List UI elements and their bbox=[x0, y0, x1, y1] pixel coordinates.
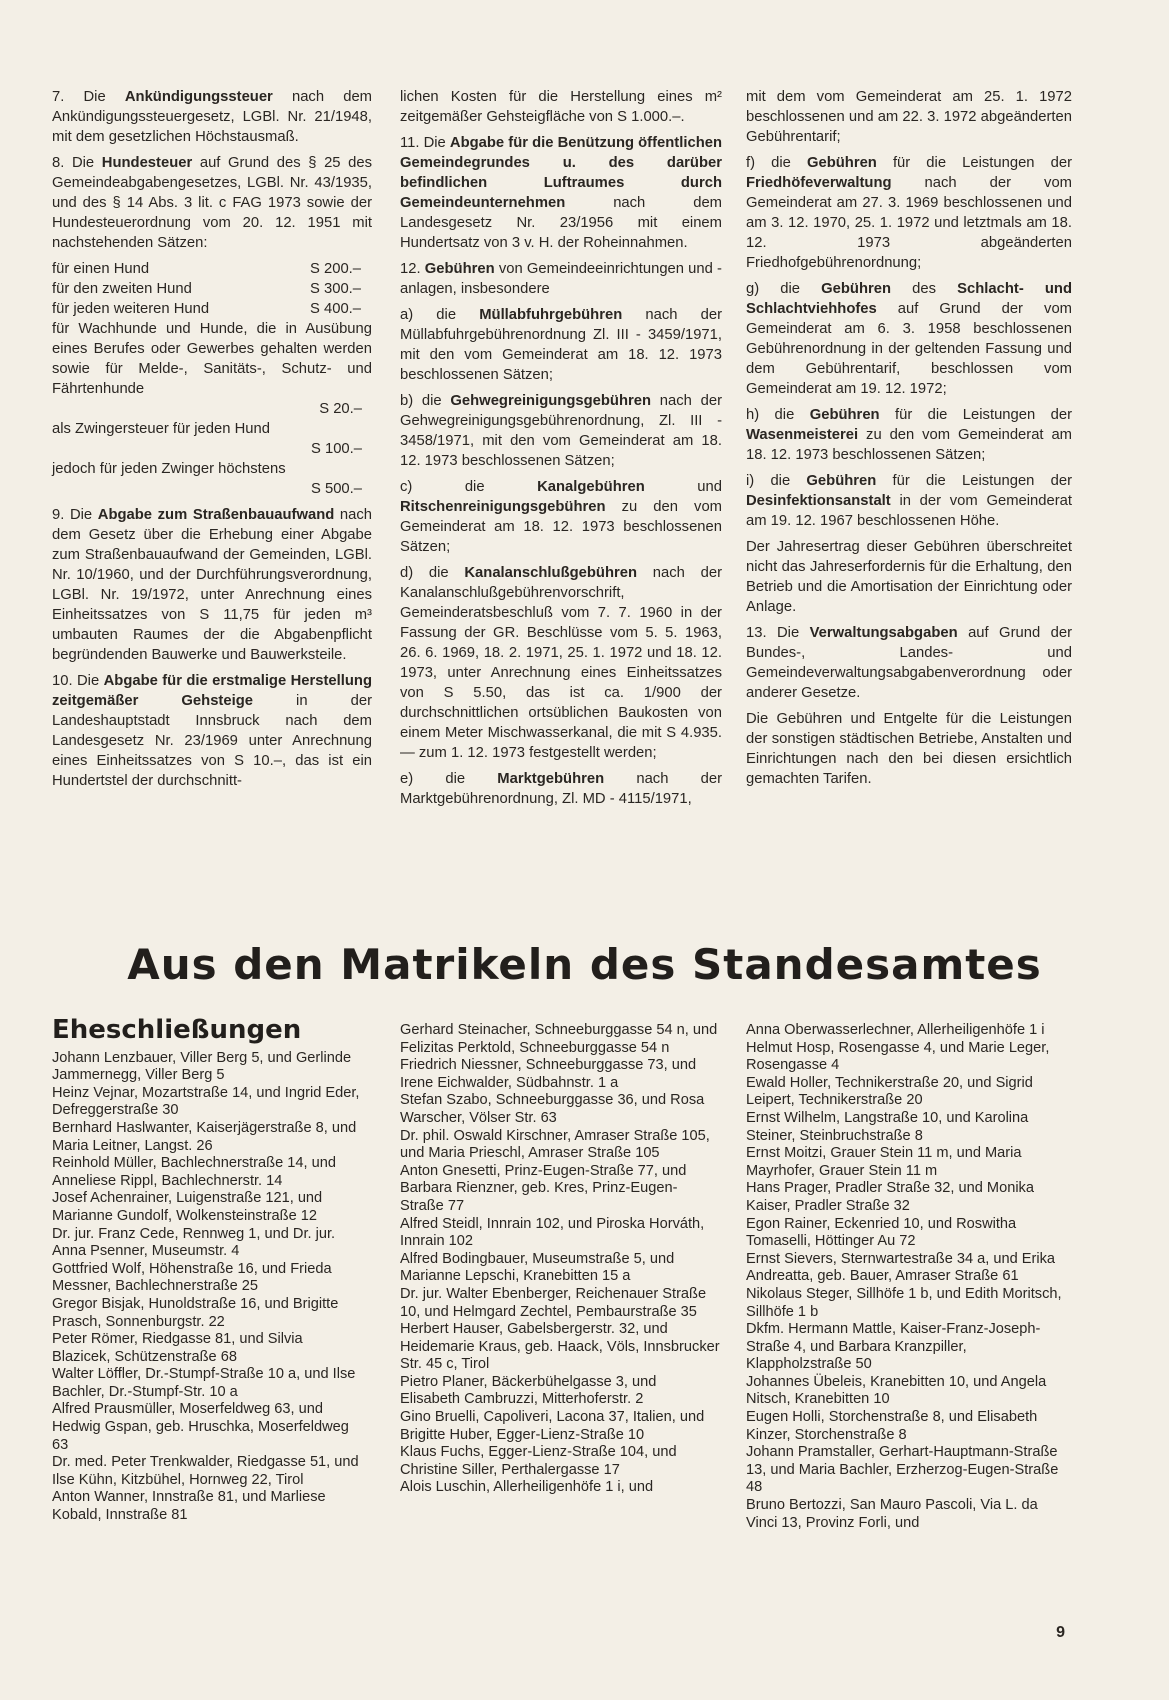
dog-extra-rate-text: jedoch für jeden Zwinger höchstens bbox=[52, 461, 286, 477]
marriage-entry: Alfred Steidl, Innrain 102, und Piroska Horváth, Innrain 102 bbox=[400, 1215, 705, 1250]
dog-rate-label: für einen Hund bbox=[52, 261, 150, 277]
marriage-entry: Dr. phil. Oswald Kirschner, Amraser Straße 105, und Maria Prieschl, Amraser Straße 105 bbox=[400, 1127, 710, 1162]
tax-paragraph: 8. Die Hundesteuer auf Grund des § 25 des Gemeindeabgabengesetzes, LGBl. Nr. 43/1935, und des § 14 Abs. 3 lit. c FAG 1973 sowie der Hundesteuerordnung vom 20. 12. 1951 mit nachstehenden Sätzen: bbox=[52, 155, 373, 251]
dog-rate-label: für den zweiten Hund bbox=[52, 281, 192, 297]
marriage-entry: Johann Pramstaller, Gerhart-Hauptmann-Straße 13, und Maria Bachler, Erzherzog-Eugen-Straße 48 bbox=[746, 1444, 1059, 1496]
dog-tax-extra-rates bbox=[52, 319, 372, 499]
marriage-entry: Stefan Szabo, Schneeburggasse 36, und Rosa Warscher, Völser Str. 63 bbox=[400, 1092, 705, 1126]
tax-paragraph: d) die Kanalanschlußgebühren nach der Kanalanschlußgebührenvorschrift, Gemeinderatsbeschluß vom 7. 7. 1960 in der Fassung der GR. Beschlüsse vom 5. 5. 1963, 26. 6. 1969, 18. 2. 1971, 25. 1. 1972 und 18. 12. 1973, unter Anrechnung eines Einheitssatzes von S 5.50, das ist ca. 1/900 der durchschnittlichen ortsüblichen Baukosten von einem Meter Mischwasserkanal, die mit S 4.935.— zum 1. 12. 1973 festgestellt werden; bbox=[400, 565, 722, 761]
marriage-entry: Josef Achenrainer, Luigenstraße 121, und Marianne Gundolf, Wolkensteinstraße 12 bbox=[52, 1190, 323, 1224]
marriage-entry: Ewald Holler, Technikerstraße 20, und Sigrid Leipert, Technikerstraße 20 bbox=[746, 1074, 1033, 1109]
marriage-entry: Anna Oberwasserlechner, Allerheiligenhöfe 1 i bbox=[746, 1022, 1045, 1038]
marriage-entry: Ernst Wilhelm, Langstraße 10, und Karolina Steiner, Steinbruchstraße 8 bbox=[746, 1109, 1029, 1144]
dog-rate-amount: S 200.– bbox=[310, 261, 362, 277]
dog-rate-amount: S 400.– bbox=[310, 301, 362, 317]
tax-paragraph: 7. Die Ankündigungssteuer nach dem Ankündigungssteuergesetz, LGBl. Nr. 21/1948, mit dem gesetzlichen Höchstausmaß. bbox=[52, 89, 372, 145]
dog-rate-row bbox=[52, 259, 372, 279]
tax-paragraph: f) die Gebühren für die Leistungen der Friedhöfeverwaltung nach der vom Gemeinderat am 27. 3. 1969 beschlossenen und am 3. 12. 1970, 25. 1. 1972 und letztmals am 18. 12. 1973 abgeänderten Friedhofgebührenordnung; bbox=[746, 155, 1073, 271]
marriage-entry: Pietro Planer, Bäckerbühelgasse 3, und Elisabeth Cambruzzi, Mitterhoferstr. 2 bbox=[400, 1373, 657, 1408]
dog-extra-rate-text: als Zwingersteuer für jeden Hund bbox=[52, 421, 270, 437]
dog-extra-rate bbox=[52, 459, 372, 499]
tax-paragraph: h) die Gebühren für die Leistungen der Wasenmeisterei zu den vom Gemeinderat am 18. 12. 1973 beschlossenen Sätzen; bbox=[746, 407, 1072, 463]
tax-paragraph: mit dem vom Gemeinderat am 25. 1. 1972 beschlossenen und am 22. 3. 1972 abgeänderten Gebührentarif; bbox=[746, 89, 1072, 145]
dog-rate-row bbox=[52, 299, 372, 319]
marriage-entry: Ernst Moitzi, Grauer Stein 11 m, und Maria Mayrhofer, Grauer Stein 11 m bbox=[746, 1145, 1022, 1179]
marriage-entry: Johann Lenzbauer, Viller Berg 5, und Gerlinde Jammernegg, Viller Berg 5 bbox=[52, 1049, 352, 1084]
marriage-entry: Ernst Sievers, Sternwartestraße 34 a, und Erika Andreatta, geb. Bauer, Amraser Straße 61 bbox=[746, 1250, 1056, 1285]
dog-extra-rate-amount: S 20.– bbox=[319, 401, 362, 417]
marriage-entry: Heinz Vejnar, Mozartstraße 14, und Ingrid Eder, Defreggerstraße 30 bbox=[52, 1084, 360, 1119]
marriage-entry: Bernhard Haslwanter, Kaiserjägerstraße 8, und Maria Leitner, Langst. 26 bbox=[52, 1119, 357, 1154]
headline: Aus den Matrikeln des Standesamtes bbox=[127, 940, 1042, 989]
marriage-entry: Eugen Holli, Storchenstraße 8, und Elisabeth Kinzer, Storchenstraße 8 bbox=[746, 1409, 1038, 1443]
marriage-entry: Friedrich Niessner, Schneeburggasse 73, und Irene Eichwalder, Südbahnstr. 1 a bbox=[400, 1057, 697, 1091]
marriage-entry: Gerhard Steinacher, Schneeburggasse 54 n, und Felizitas Perktold, Schneeburggasse 54 n bbox=[400, 1022, 718, 1056]
marriage-entry: Reinhold Müller, Bachlechnerstraße 14, und Anneliese Rippl, Bachlechnerstr. 14 bbox=[52, 1155, 336, 1189]
top-column-2 bbox=[400, 87, 722, 815]
dog-extra-rate-text: für Wachhunde und Hunde, die in Ausübung eines Berufes oder Gewerbes gehalten werden sowie für Melde-, Sanitäts-, Schutz- und Fährtenhunde bbox=[52, 321, 372, 397]
marriage-entry: Peter Römer, Riedgasse 81, und Silvia Blazicek, Schützenstraße 68 bbox=[52, 1331, 303, 1365]
marriage-entry: Gregor Bisjak, Hunoldstraße 16, und Brigitte Prasch, Sonnenburgstr. 22 bbox=[52, 1295, 339, 1330]
marriage-entry: Dr. jur. Franz Cede, Rennweg 1, und Dr. jur. Anna Psenner, Museumstr. 4 bbox=[52, 1225, 336, 1260]
tax-paragraph: Der Jahresertrag dieser Gebühren überschreitet nicht das Jahreserfordernis für die Erhaltung, den Betrieb und die Amortisation der Einrichtung oder Anlage. bbox=[746, 539, 1072, 615]
marriage-entry: Dr. med. Peter Trenkwalder, Riedgasse 51, und Ilse Kühn, Kitzbühel, Hornweg 22, Tirol bbox=[52, 1454, 359, 1488]
dog-tax-rates bbox=[52, 259, 372, 319]
marriage-entry: Gino Bruelli, Capoliveri, Lacona 37, Italien, und Brigitte Huber, Egger-Lienz-Straße 10 bbox=[400, 1409, 705, 1443]
dog-extra-rate bbox=[52, 319, 372, 419]
marriages-column-1 bbox=[52, 1015, 362, 1525]
dog-rate-amount: S 300.– bbox=[310, 281, 362, 297]
marriage-entry: Gottfried Wolf, Höhenstraße 16, und Frieda Messner, Bachlechnerstraße 25 bbox=[52, 1260, 332, 1295]
marriage-entry: Alfred Bodingbauer, Museumstraße 5, und Marianne Lepschi, Kranebitten 15 a bbox=[400, 1250, 675, 1285]
marriage-entry: Walter Löffler, Dr.-Stumpf-Straße 10 a, und Ilse Bachler, Dr.-Stumpf-Str. 10 a bbox=[52, 1366, 356, 1400]
tax-paragraph: 10. Die Abgabe für die erstmalige Herstellung zeitgemäßer Gehsteige in der Landeshauptstadt Innsbruck nach dem Landesgesetz Nr. 23/1969 unter Anrechnung eines Einheitssatzes von S 10.–, das ist ein Hundertstel der durchschnitt- bbox=[52, 673, 373, 789]
tax-paragraph: 13. Die Verwaltungsabgaben auf Grund der Bundes-, Landes- und Gemeindeverwaltungsabgabenverordnung oder anderer Gesetze. bbox=[746, 625, 1072, 701]
tax-paragraph: lichen Kosten für die Herstellung eines m² zeitgemäßer Gehsteigfläche von S 1.000.–. bbox=[400, 89, 722, 125]
tax-paragraph: e) die Marktgebühren nach der Marktgebührenordnung, Zl. MD - 4115/1971, bbox=[400, 771, 722, 807]
dog-extra-rate bbox=[52, 419, 372, 459]
marriage-entry: Herbert Hauser, Gabelsbergerstr. 32, und Heidemarie Kraus, geb. Haack, Völs, Innsbrucker Str. 45 c, Tirol bbox=[400, 1321, 720, 1373]
tax-paragraph: Die Gebühren und Entgelte für die Leistungen der sonstigen städtischen Betriebe, Anstalten und Einrichtungen nach den bei diesen ersichtlich gemachten Tarifen. bbox=[746, 711, 1072, 787]
dog-extra-rate-amount: S 500.– bbox=[310, 481, 362, 497]
marriage-entry: Hans Prager, Pradler Straße 32, und Monika Kaiser, Pradler Straße 32 bbox=[746, 1180, 1034, 1214]
tax-paragraph: i) die Gebühren für die Leistungen der Desinfektionsanstalt in der vom Gemeinderat am 19. 12. 1967 beschlossenen Höhe. bbox=[746, 473, 1073, 529]
marriages-column-2 bbox=[400, 1022, 720, 1497]
tax-paragraph: 9. Die Abgabe zum Straßenbauaufwand nach dem Gesetz über die Erhebung einer Abgabe zum Straßenbauaufwand der Gemeinden, LGBl. Nr. 10/1960, und der Durchführungsverordnung, LGBl. Nr. 19/1972, unter Anrechnung eines Einheitssatzes von S 11,75 für jeden m³ umbauten Raumes der die Abgabenpflicht begründenden Bauwerke und Bauwerksteile. bbox=[52, 507, 372, 663]
marriage-entry: Alfred Prausmüller, Moserfeldweg 63, und Hedwig Gspan, geb. Hruschka, Moserfeldweg 63 bbox=[52, 1401, 349, 1453]
tax-paragraph: 11. Die Abgabe für die Benützung öffentlichen Gemeindegrundes u. des darüber befindlichen Luftraumes durch Gemeindeunternehmen nach dem Landesgesetz Nr. 23/1956 mit einem Hundertsatz von 3 v. H. der Roheinnahmen. bbox=[400, 135, 722, 251]
top-column-3 bbox=[746, 87, 1072, 795]
subheading-marriages: Eheschließungen bbox=[52, 1015, 302, 1045]
marriage-entry: Dkfm. Hermann Mattle, Kaiser-Franz-Joseph-Straße 4, und Barbara Kranzpiller, Klappholzstraße 50 bbox=[746, 1321, 1041, 1373]
marriage-entry: Helmut Hosp, Rosengasse 4, und Marie Leger, Rosengasse 4 bbox=[746, 1039, 1050, 1074]
tax-paragraph: g) die Gebühren des Schlacht- und Schlachtviehhofes auf Grund der vom Gemeinderat am 6. 3. 1958 beschlossenen Gebührenordnung in der geltenden Fassung und dem Gebührentarif, beschlossen vom Gemeinderat am 19. 12. 1972; bbox=[746, 281, 1072, 397]
marriage-entry: Bruno Bertozzi, San Mauro Pascoli, Via L. da Vinci 13, Provinz Forli, und bbox=[746, 1497, 1038, 1531]
tax-paragraph: b) die Gehwegreinigungsgebühren nach der Gehwegreinigungsgebührenordnung, Zl. III - 3458/1971, mit den vom Gemeinderat am 18. 12. 1973 beschlossenen Sätzen; bbox=[400, 393, 722, 469]
dog-extra-rate-amount: S 100.– bbox=[310, 441, 362, 457]
dog-rate-row bbox=[52, 279, 372, 299]
tax-paragraph: c) die Kanalgebühren und Ritschenreinigungsgebühren zu den vom Gemeinderat am 18. 12. 1973 beschlossenen Sätzen; bbox=[400, 479, 722, 555]
top-column-1 bbox=[52, 87, 372, 797]
marriage-entry: Johannes Übeleis, Kranebitten 10, und Angela Nitsch, Kranebitten 10 bbox=[746, 1373, 1047, 1408]
marriage-entry: Alois Luschin, Allerheiligenhöfe 1 i, und bbox=[400, 1479, 654, 1496]
tax-paragraph: a) die Müllabfuhrgebühren nach der Müllabfuhrgebührenordnung Zl. III - 3459/1971, mit den vom Gemeinderat am 18. 12. 1973 beschlossenen Sätzen; bbox=[400, 307, 722, 383]
marriage-entry: Dr. jur. Walter Ebenberger, Reichenauer Straße 10, und Helmgard Zechtel, Pembaurstraße 35 bbox=[400, 1285, 707, 1320]
marriage-entry: Klaus Fuchs, Egger-Lienz-Straße 104, und Christine Siller, Perthalergasse 17 bbox=[400, 1444, 677, 1478]
marriage-entry: Anton Gnesetti, Prinz-Eugen-Straße 77, und Barbara Rienzner, geb. Kres, Prinz-Eugen-Straße 77 bbox=[400, 1162, 687, 1214]
marriage-entry: Egon Rainer, Eckenried 10, und Roswitha Tomaselli, Höttinger Au 72 bbox=[746, 1215, 1017, 1250]
dog-rate-label: für jeden weiteren Hund bbox=[52, 301, 210, 317]
page-number: 9 bbox=[1056, 1624, 1065, 1641]
tax-paragraph: 12. Gebühren von Gemeindeeinrichtungen und -anlagen, insbesondere bbox=[400, 261, 722, 297]
marriage-entry: Anton Wanner, Innstraße 81, und Marliese Kobald, Innstraße 81 bbox=[52, 1489, 326, 1524]
marriages-column-3 bbox=[746, 1022, 1072, 1532]
marriage-entry: Nikolaus Steger, Sillhöfe 1 b, und Edith Moritsch, Sillhöfe 1 b bbox=[746, 1285, 1062, 1320]
